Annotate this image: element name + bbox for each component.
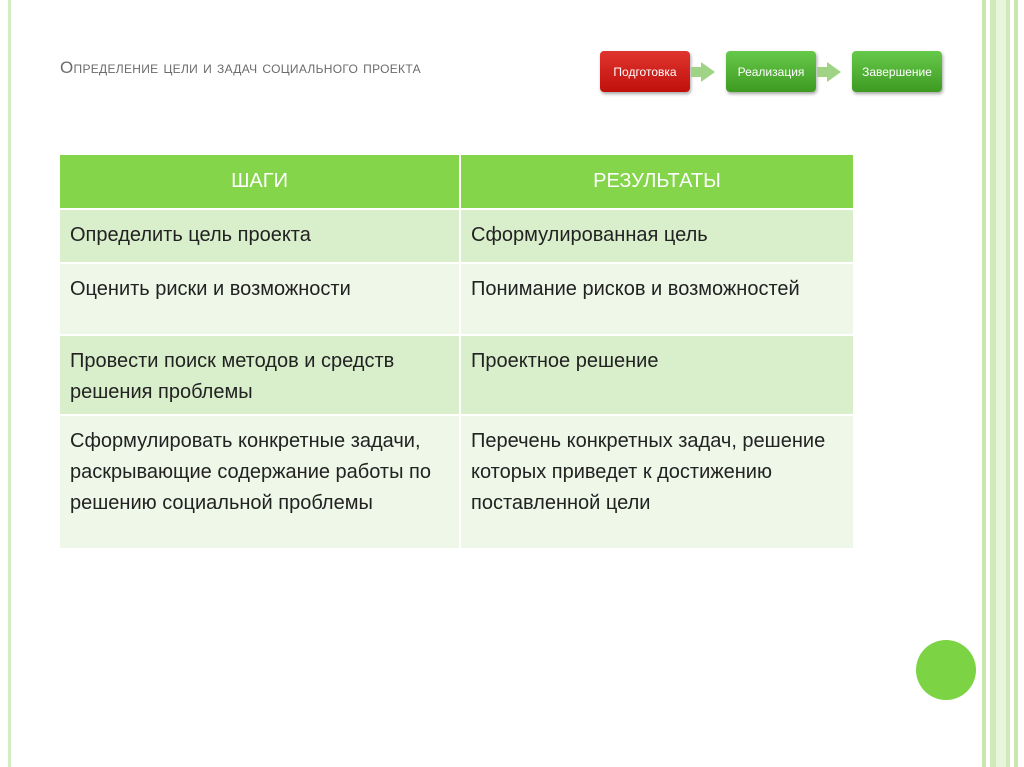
result-cell: Сформулированная цель [460, 209, 854, 263]
decorative-stripes [980, 0, 1024, 767]
steps-results-table [60, 155, 855, 550]
table-header-row [60, 155, 854, 209]
step-completion[interactable]: Завершение [852, 51, 942, 92]
step-cell: Сформулировать конкретные задачи, раскрывающие содержание работы по решению социальной проблемы [60, 415, 460, 549]
header-steps: ШАГИ [60, 155, 460, 209]
result-cell: Перечень конкретных задач, решение которых приведет к достижению поставленной цели [460, 415, 854, 549]
progress-steps [600, 51, 942, 92]
slide-title: Определение цели и задач социального проекта [60, 58, 421, 77]
step-cell: Провести поиск методов и средств решения проблемы [60, 335, 460, 415]
step-implementation[interactable]: Реализация [726, 51, 816, 92]
step-cell: Определить цель проекта [60, 209, 460, 263]
table-row [60, 415, 854, 549]
header-results: РЕЗУЛЬТАТЫ [460, 155, 854, 209]
step-cell: Оценить риски и возможности [60, 263, 460, 335]
arrow-right-icon [690, 62, 726, 82]
result-cell: Понимание рисков и возможностей [460, 263, 854, 335]
result-cell: Проектное решение [460, 335, 854, 415]
table-row [60, 209, 854, 263]
table-row [60, 335, 854, 415]
decorative-circle [916, 640, 976, 700]
arrow-right-icon [816, 62, 852, 82]
table-row [60, 263, 854, 335]
step-preparation[interactable]: Подготовка [600, 51, 690, 92]
